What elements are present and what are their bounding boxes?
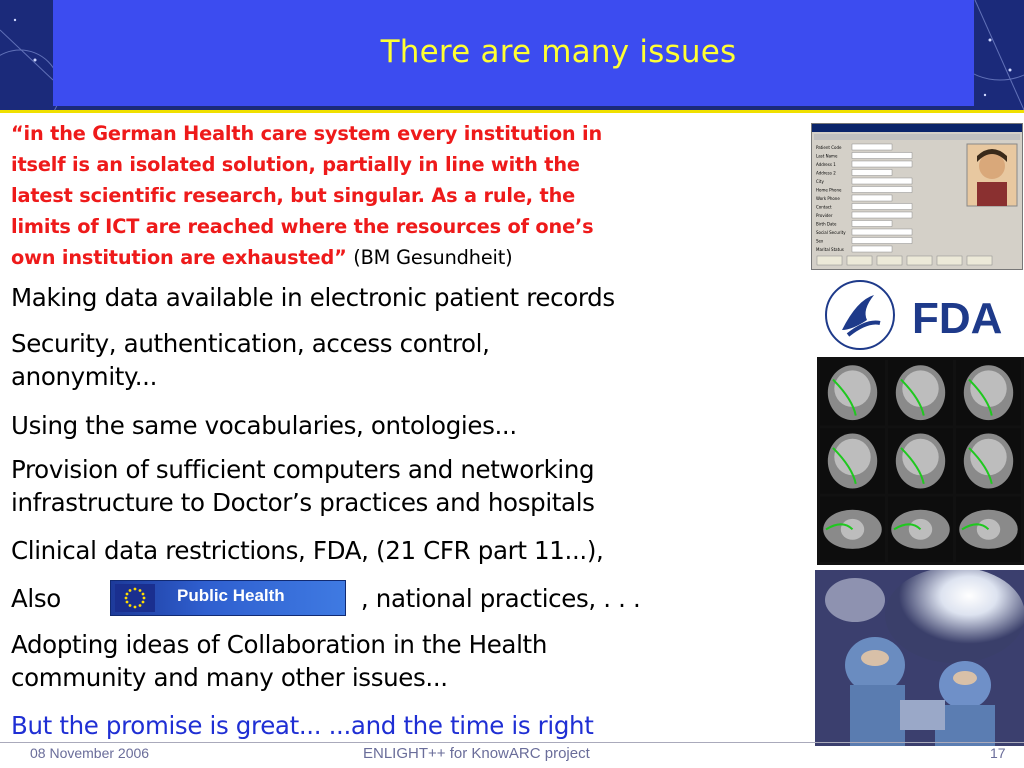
bullet-line: Adopting ideas of Collaboration in the Health xyxy=(11,630,547,659)
quote-source: (BM Gesundheit) xyxy=(353,246,513,269)
bullet-also-suffix: , national practices, . . . xyxy=(360,584,641,613)
mri-tile xyxy=(956,497,1021,562)
header-divider xyxy=(0,110,1024,113)
quote-line-end: own institution are exhausted” xyxy=(11,246,347,269)
form-field-input xyxy=(852,212,912,218)
form-field-input xyxy=(852,204,912,210)
form-field-label: Work Phone xyxy=(816,196,840,201)
quote-line xyxy=(11,242,811,273)
form-field-label: City xyxy=(816,179,824,184)
slide-title: There are many issues xyxy=(380,34,737,70)
mri-tile xyxy=(820,360,885,425)
form-field-input xyxy=(852,238,912,244)
form-field-label: Sex xyxy=(816,238,824,244)
mri-tile xyxy=(956,428,1021,493)
bullet-vocabularies: Using the same vocabularies, ontologies... xyxy=(11,411,517,440)
footer-divider xyxy=(0,742,1024,743)
quote-block xyxy=(11,118,811,273)
bullet-promise: But the promise is great... ...and the time is right xyxy=(11,711,594,740)
surgery-photo xyxy=(815,570,1024,746)
header-band xyxy=(0,0,1024,110)
form-field-label: Birth Date xyxy=(816,221,837,227)
bullet-clinical-restrictions: Clinical data restrictions, FDA, (21 CFR part 11...), xyxy=(11,536,604,565)
quote-line: itself is an isolated solution, partially in line with the xyxy=(11,153,580,176)
bullet-collaboration xyxy=(11,629,547,694)
public-health-label: Public Health xyxy=(177,586,285,605)
footer-project: ENLIGHT++ for KnowARC project xyxy=(363,745,590,762)
page-number: 17 xyxy=(990,745,1006,761)
form-field-input xyxy=(852,153,912,159)
form-field-input xyxy=(852,221,892,227)
quote-line: “in the German Health care system every institution in xyxy=(11,122,603,145)
mri-scan-grid xyxy=(817,357,1024,565)
form-field-input xyxy=(852,161,912,167)
form-field-label: Provider xyxy=(816,213,833,218)
mri-tile xyxy=(888,497,953,562)
mri-tile xyxy=(888,428,953,493)
footer-date: 08 November 2006 xyxy=(30,745,150,761)
form-field-input xyxy=(852,187,912,193)
patient-record-screenshot xyxy=(811,123,1023,270)
form-field-input xyxy=(852,246,892,252)
bullet-line: infrastructure to Doctor’s practices and hospitals xyxy=(11,487,595,517)
bullet-infrastructure xyxy=(11,454,595,519)
form-field-label: Contact xyxy=(816,204,832,210)
mri-tile xyxy=(888,360,953,425)
public-health-badge xyxy=(110,580,346,616)
form-field-label: Marital Status xyxy=(816,247,844,252)
form-field-label: Address 2 xyxy=(816,170,836,176)
bullet-line: anonymity... xyxy=(11,361,158,391)
fda-logo-text: FDA xyxy=(912,294,1003,343)
bullet-line: community and many other issues... xyxy=(11,662,448,692)
fda-logo xyxy=(812,275,1022,355)
title-box xyxy=(53,0,974,106)
form-field-label: Home Phone xyxy=(816,187,842,193)
form-field-label: Patient Code xyxy=(816,145,842,150)
bullet-electronic-records: Making data available in electronic patient records xyxy=(11,283,615,312)
form-field-label: Address 1 xyxy=(816,162,836,167)
form-field-label: Social Security xyxy=(816,230,846,235)
form-field-input xyxy=(852,195,892,201)
form-field-input xyxy=(852,170,892,176)
quote-text xyxy=(11,118,811,273)
form-field-input xyxy=(852,144,892,150)
mri-tile xyxy=(956,360,1021,425)
mri-tile xyxy=(820,497,885,562)
eu-flag-icon xyxy=(115,584,155,612)
form-field-label: Last Name xyxy=(816,153,838,159)
bullet-also-prefix: Also xyxy=(11,584,61,613)
bullet-line: Security, authentication, access control, xyxy=(11,329,490,358)
quote-line: limits of ICT are reached where the resources of one’s xyxy=(11,215,594,238)
form-field-input xyxy=(852,178,912,184)
form-field-input xyxy=(852,229,912,235)
mri-tile xyxy=(820,428,885,493)
bullet-security xyxy=(11,328,490,393)
bullet-line: Provision of sufficient computers and networking xyxy=(11,455,595,484)
quote-line: latest scientific research, but singular. As a rule, the xyxy=(11,184,576,207)
